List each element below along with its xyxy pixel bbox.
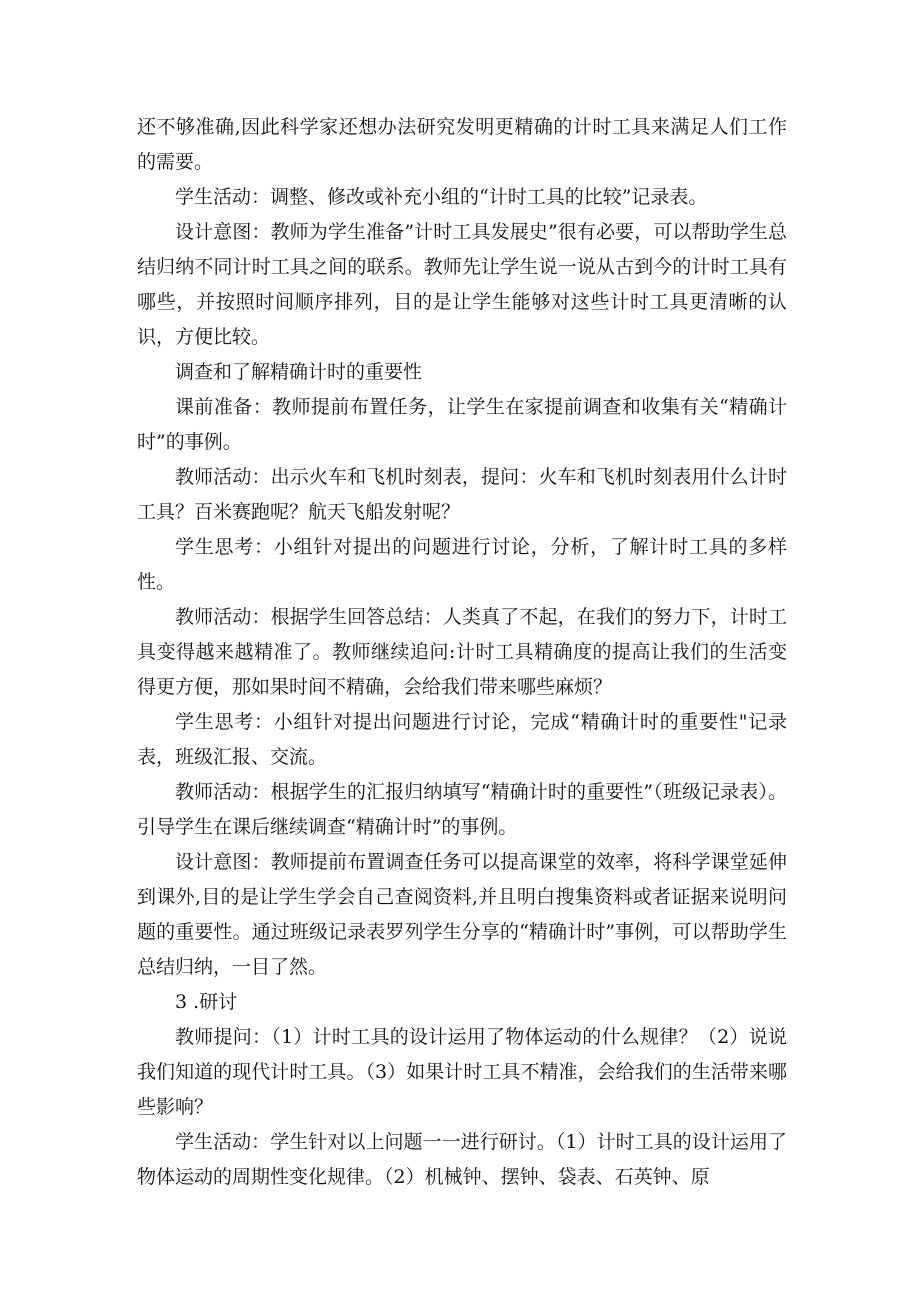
paragraph-student-activity-1: 学生活动：调整、修改或补充小组的“计时工具的比较”记录表。 [175,186,708,208]
paragraph-student-thinking-2: 学生思考：小组针对提出问题进行讨论，完成“精确计时的重要性"记录表，班级汇报、交流。 [137,711,787,768]
section-heading-discussion: 3 .研讨 [175,991,238,1013]
paragraph-student-thinking-1: 学生思考：小组针对提出的问题进行讨论，分析，了解计时工具的多样性。 [137,536,787,593]
paragraph-teacher-activity-1: 教师活动：出示火车和飞机时刻表，提问：火车和飞机时刻表用什么计时工具？百米赛跑呢？航天飞船发射呢？ [137,466,787,523]
paragraph-teacher-questions: 教师提问：（1）计时工具的设计运用了物体运动的什么规律？（2）说说我们知道的现代计时工具。（3）如果计时工具不精准，会给我们的生活带来哪些影响？ [137,1026,787,1118]
paragraph-teacher-activity-3: 教师活动：根据学生的汇报归纳填写“精确计时的重要性”（班级记录表）。引导学生在课后继续调查“精确计时”的事例。 [137,781,787,838]
section-heading-precise-timing: 调查和了解精确计时的重要性 [175,361,423,383]
document-page [137,110,787,1195]
paragraph-continuation: 还不够准确,因此科学家还想办法研究发明更精确的计时工具来满足人们工作的需要。 [137,116,787,173]
paragraph-design-intent-1: 设计意图：教师为学生准备”计时工具发展史”很有必要，可以帮助学生总结归纳不同计时工具之间的联系。教师先让学生说一说从古到今的计时工具有哪些，并按照时间顺序排列，目的是让学生能够对这些计时工具更清晰的认识，方便比较。 [137,221,787,348]
paragraph-student-activity-2: 学生活动：学生针对以上问题一一进行研讨。（1）计时工具的设计运用了物体运动的周期性变化规律。（2）机械钟、摆钟、袋表、石英钟、原 [137,1131,787,1188]
paragraph-preparation: 课前准备：教师提前布置任务，让学生在家提前调查和收集有关“精确计时”的事例。 [137,396,787,453]
paragraph-design-intent-2: 设计意图：教师提前布置调查任务可以提高课堂的效率，将科学课堂延伸到课外,目的是让学生学会自己查阅资料,并且明白搜集资料或者证据来说明问题的重要性。通过班级记录表罗列学生分享的“精确计时”事例，可以帮助学生总结归纳，一目了然。 [137,851,787,978]
paragraph-teacher-activity-2: 教师活动：根据学生回答总结：人类真了不起，在我们的努力下，计时工具变得越来越精准了。教师继续追问:计时工具精确度的提高让我们的生活变得更方便，那如果时间不精确，会给我们带来哪些麻烦？ [137,606,787,698]
